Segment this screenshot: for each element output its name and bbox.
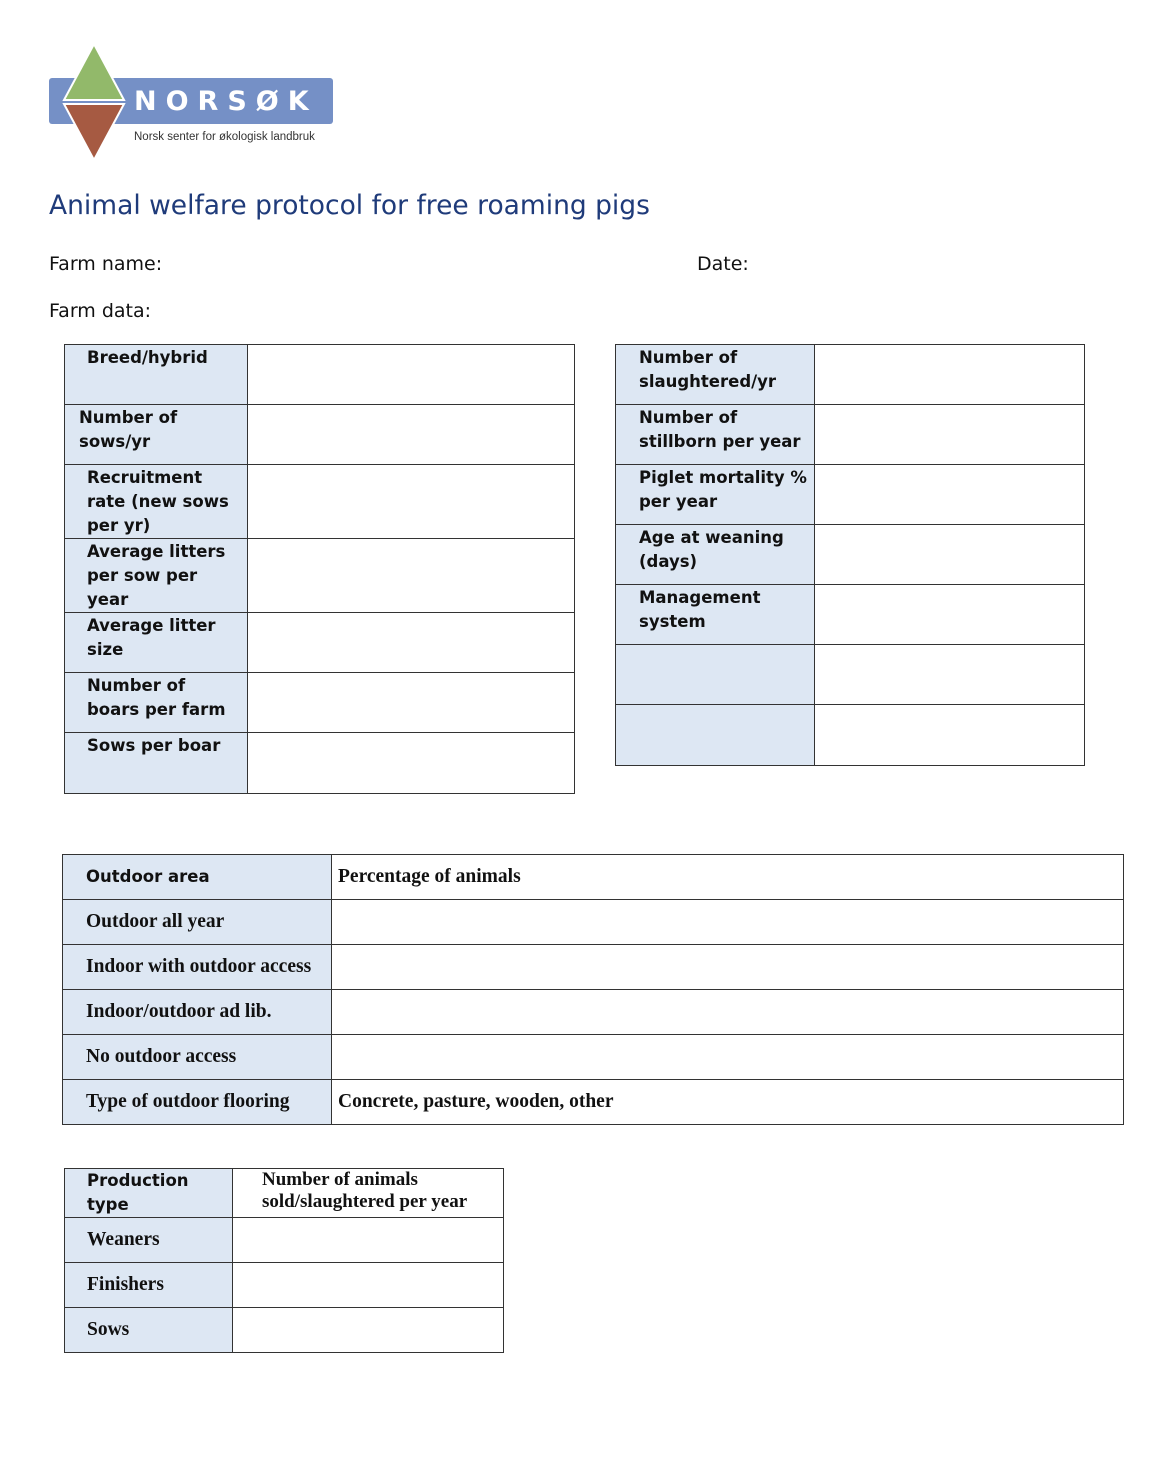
table-row xyxy=(63,945,1124,990)
farm-data-value xyxy=(248,613,574,614)
farm-data-value xyxy=(815,345,1084,346)
farm-data-row xyxy=(616,645,1085,705)
table-row xyxy=(65,1263,504,1308)
row-label-cell xyxy=(63,945,332,990)
row-input-cell[interactable] xyxy=(233,1308,504,1353)
farm-data-table-left xyxy=(64,344,575,794)
row-label: Indoor with outdoor access xyxy=(86,956,312,977)
farm-data-input-cell[interactable] xyxy=(248,613,575,673)
farm-data-label: Average litters per sow per year xyxy=(87,542,226,609)
page-title: Animal welfare protocol for free roaming pigs xyxy=(49,190,650,221)
table-row xyxy=(63,900,1124,945)
farm-data-label-cell xyxy=(65,613,248,673)
farm-data-label: Piglet mortality % per year xyxy=(639,468,807,511)
farm-data-input-cell[interactable] xyxy=(815,525,1085,585)
farm-data-label-cell xyxy=(616,645,815,705)
row-input-cell[interactable] xyxy=(233,1263,504,1308)
farm-data-label xyxy=(616,705,814,706)
farm-data-value xyxy=(248,465,574,466)
farm-data-label: Number of slaughtered/yr xyxy=(639,348,777,391)
production-header-value: Number of animals sold/slaughtered per year xyxy=(262,1169,468,1212)
production-header-value-cell xyxy=(233,1169,504,1218)
farm-data-label: Age at weaning (days) xyxy=(639,528,784,571)
table-row xyxy=(63,1035,1124,1080)
outdoor-area-table xyxy=(62,854,1124,1125)
table-row xyxy=(63,1080,1124,1125)
farm-data-value xyxy=(815,705,1084,706)
farm-data-label: Management system xyxy=(639,588,761,631)
farm-data-value xyxy=(815,405,1084,406)
outdoor-header-label: Outdoor area xyxy=(86,867,210,886)
farm-data-label xyxy=(616,645,814,646)
row-label: No outdoor access xyxy=(86,1046,237,1067)
row-label: Weaners xyxy=(87,1229,160,1250)
farm-data-row xyxy=(616,345,1085,405)
row-label-cell xyxy=(63,1080,332,1125)
farm-data-table-right xyxy=(615,344,1085,766)
farm-data-row xyxy=(65,733,575,794)
farm-data-label: Breed/hybrid xyxy=(87,348,208,367)
farm-data-input-cell[interactable] xyxy=(248,345,575,405)
farm-data-value xyxy=(815,585,1084,586)
farm-data-row xyxy=(65,345,575,405)
row-label-cell xyxy=(63,900,332,945)
table-row xyxy=(65,1218,504,1263)
farm-data-row xyxy=(65,613,575,673)
farm-data-value xyxy=(815,525,1084,526)
row-label: Type of outdoor flooring xyxy=(86,1091,290,1112)
farm-data-value xyxy=(815,645,1084,646)
farm-data-input-cell[interactable] xyxy=(815,465,1085,525)
row-input-cell[interactable] xyxy=(332,945,1124,990)
farm-data-label-cell xyxy=(65,733,248,794)
farm-data-input-cell[interactable] xyxy=(248,465,575,539)
farm-data-label: Farm data: xyxy=(49,300,152,322)
farm-data-row xyxy=(616,705,1085,766)
row-input-cell[interactable] xyxy=(332,900,1124,945)
logo-green-triangle xyxy=(64,44,124,100)
farm-data-input-cell[interactable] xyxy=(815,405,1085,465)
date-label: Date: xyxy=(697,253,749,275)
outdoor-header-row xyxy=(63,855,1124,900)
farm-data-value xyxy=(815,465,1084,466)
farm-data-label-cell xyxy=(65,405,248,465)
row-label: Finishers xyxy=(87,1274,164,1295)
logo-subtitle: Norsk senter for økologisk landbruk xyxy=(134,131,315,143)
table-row xyxy=(63,990,1124,1035)
farm-data-value xyxy=(248,733,574,734)
production-header-label: Production type xyxy=(87,1171,189,1214)
logo-brown-triangle xyxy=(64,104,124,160)
row-label-cell xyxy=(63,990,332,1035)
farm-data-row xyxy=(616,585,1085,645)
farm-data-row xyxy=(65,539,575,613)
row-label: Sows xyxy=(87,1319,130,1340)
farm-data-label: Recruitment rate (new sows per yr) xyxy=(87,468,229,535)
production-header-row xyxy=(65,1169,504,1218)
row-label-cell xyxy=(63,1035,332,1080)
logo-wordmark: NORSØK xyxy=(134,86,318,117)
farm-data-label: Number of sows/yr xyxy=(79,408,178,451)
farm-data-input-cell[interactable] xyxy=(248,405,575,465)
row-input-cell[interactable] xyxy=(332,990,1124,1035)
farm-data-input-cell[interactable] xyxy=(248,673,575,733)
farm-data-value xyxy=(248,539,574,540)
farm-data-input-cell[interactable] xyxy=(815,345,1085,405)
row-value: Concrete, pasture, wooden, other xyxy=(338,1091,614,1112)
row-label: Outdoor all year xyxy=(86,911,225,932)
row-label: Indoor/outdoor ad lib. xyxy=(86,1001,272,1022)
farm-data-value xyxy=(248,405,574,406)
farm-data-label-cell xyxy=(616,705,815,766)
farm-data-row xyxy=(65,465,575,539)
farm-data-label: Number of stillborn per year xyxy=(639,408,801,451)
farm-data-row xyxy=(616,525,1085,585)
farm-data-label-cell xyxy=(65,539,248,613)
row-label-cell xyxy=(65,1263,233,1308)
farm-data-input-cell[interactable] xyxy=(815,645,1085,705)
farm-data-label: Sows per boar xyxy=(87,736,221,755)
farm-data-label-cell xyxy=(616,345,815,405)
row-input-cell[interactable] xyxy=(332,1035,1124,1080)
farm-data-label: Number of boars per farm xyxy=(87,676,226,719)
farm-data-label-cell xyxy=(616,525,815,585)
outdoor-header-label-cell xyxy=(63,855,332,900)
farm-data-input-cell[interactable] xyxy=(815,585,1085,645)
row-input-cell[interactable] xyxy=(332,1080,1124,1125)
farm-data-input-cell[interactable] xyxy=(248,539,575,613)
farm-data-label-cell xyxy=(65,345,248,405)
row-label-cell xyxy=(65,1218,233,1263)
farm-data-label-cell xyxy=(65,465,248,539)
farm-data-value xyxy=(248,345,574,346)
farm-data-row xyxy=(65,405,575,465)
farm-data-label-cell xyxy=(65,673,248,733)
farm-data-value xyxy=(248,673,574,674)
farm-data-row xyxy=(616,405,1085,465)
farm-data-label-cell xyxy=(616,585,815,645)
production-header-label-cell xyxy=(65,1169,233,1218)
farm-data-input-cell[interactable] xyxy=(248,733,575,794)
farm-data-label-cell xyxy=(616,405,815,465)
farm-data-input-cell[interactable] xyxy=(815,705,1085,766)
farm-data-label: Average litter size xyxy=(87,616,216,659)
farm-data-row xyxy=(65,673,575,733)
table-row xyxy=(65,1308,504,1353)
outdoor-header-value: Percentage of animals xyxy=(338,866,521,887)
row-input-cell[interactable] xyxy=(233,1218,504,1263)
row-label-cell xyxy=(65,1308,233,1353)
outdoor-header-value-cell xyxy=(332,855,1124,900)
farm-name-label: Farm name: xyxy=(49,253,163,275)
farm-data-label-cell xyxy=(616,465,815,525)
norsok-logo xyxy=(46,42,336,164)
production-type-table xyxy=(64,1168,504,1353)
farm-data-row xyxy=(616,465,1085,525)
